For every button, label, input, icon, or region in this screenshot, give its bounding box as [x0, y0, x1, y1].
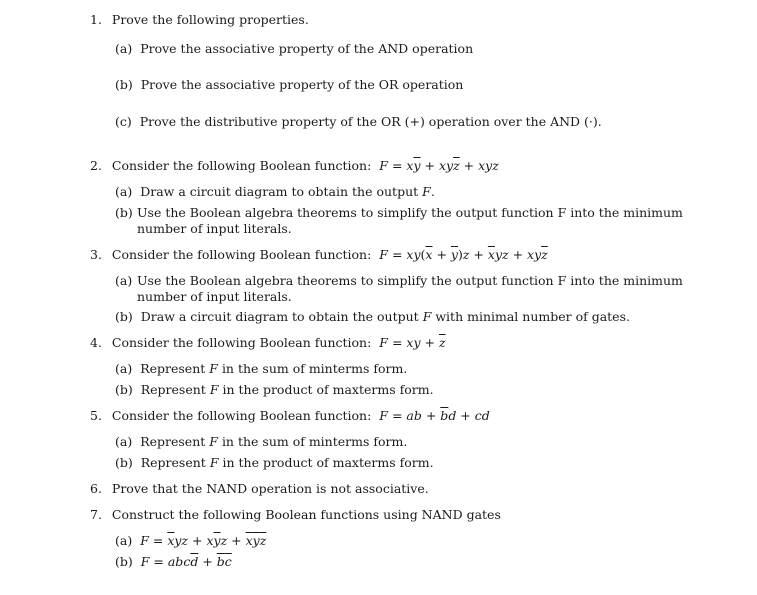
question-number: 3.	[90, 247, 102, 262]
question-number: 1.	[90, 12, 102, 27]
part-label: (a)	[115, 533, 133, 548]
part-text: Use the Boolean algebra theorems to simplify the output function F into the minimum number of input literals.	[137, 205, 683, 236]
question-number: 7.	[90, 507, 102, 522]
part-text: Draw a circuit diagram to obtain the output	[140, 309, 419, 324]
part-text: Draw a circuit diagram to obtain the output	[140, 184, 419, 199]
boolean-function: $F = xy(\overline{x} + \overline{y})z + \overline{x}yz + xy\overline{z}$	[379, 247, 548, 262]
part-label: (b)	[115, 554, 133, 569]
question-text: Consider the following Boolean function:	[111, 335, 372, 350]
question-text: Consider the following Boolean function:	[111, 408, 372, 423]
question-text: Prove that the NAND operation is not associative.	[111, 481, 429, 496]
question-2a: (a) Draw a circuit diagram to obtain the output F.	[115, 184, 435, 199]
boolean-function: $F = x\overline{y} + xy\overline{z}$ + xyz	[379, 158, 499, 173]
part-label: (a)	[115, 273, 133, 288]
part-label: (a)	[115, 41, 133, 56]
question-text: Prove the following properties.	[111, 12, 309, 27]
part-label: (b)	[115, 309, 133, 324]
boolean-function: F = ab + $\overline{b}d$ + cd	[379, 408, 490, 423]
question-text: Consider the following Boolean function:	[111, 247, 372, 262]
part-label: (b)	[115, 382, 133, 397]
function-var: F	[422, 184, 431, 199]
part-label: (b)	[115, 77, 133, 92]
question-1c	[115, 114, 602, 130]
question-number: 6.	[90, 481, 102, 496]
question-1b	[115, 77, 463, 93]
boolean-function: F = xy + $\overline{z}$	[379, 335, 446, 350]
question-7b	[115, 554, 232, 570]
boolean-function: $F = abc\overline{d} + \overline{b}\overline{c}$	[140, 554, 232, 569]
part-label: (a)	[115, 434, 133, 449]
question-text: Consider the following Boolean function:	[111, 158, 372, 173]
question-number: 5.	[90, 408, 102, 423]
question-1a	[115, 41, 473, 57]
part-label: (b)	[115, 205, 133, 220]
part-text: Use the Boolean algebra theorems to simplify the output function F into the minimum number of input literals.	[137, 273, 683, 304]
question-5b: (b) Represent F in the product of maxterms form.	[115, 455, 434, 470]
part-label: (a)	[115, 184, 133, 199]
part-label: (b)	[115, 455, 133, 470]
part-text: Prove the distributive property of the OR (+) operation over the AND (·).	[139, 114, 602, 129]
part-text: Prove the associative property of the OR operation	[140, 77, 464, 92]
question-3b: (b) Draw a circuit diagram to obtain the output F with minimal number of gates.	[115, 309, 630, 324]
boolean-function: $F = \overline{x}yz + x\overline{y}z + \overline{x}\overline{y}\overline{z}$	[140, 533, 267, 548]
question-1	[90, 12, 309, 28]
question-5	[90, 408, 490, 424]
question-4	[90, 335, 446, 351]
part-label: (c)	[115, 114, 132, 129]
question-number: 2.	[90, 158, 102, 173]
part-label: (a)	[115, 361, 133, 376]
part-text: Prove the associative property of the AND operation	[140, 41, 474, 56]
question-text: Construct the following Boolean functions using NAND gates	[111, 507, 501, 522]
question-4b: (b) Represent F in the product of maxterms form.	[115, 382, 434, 397]
question-7a	[115, 533, 266, 549]
question-5a: (a) Represent F in the sum of minterms form.	[115, 434, 408, 449]
question-7	[90, 507, 501, 523]
question-number: 4.	[90, 335, 102, 350]
question-6	[90, 481, 429, 497]
question-3	[90, 247, 548, 263]
function-var: F	[422, 309, 432, 324]
question-2	[90, 158, 499, 174]
question-4a: (a) Represent F in the sum of minterms form.	[115, 361, 408, 376]
